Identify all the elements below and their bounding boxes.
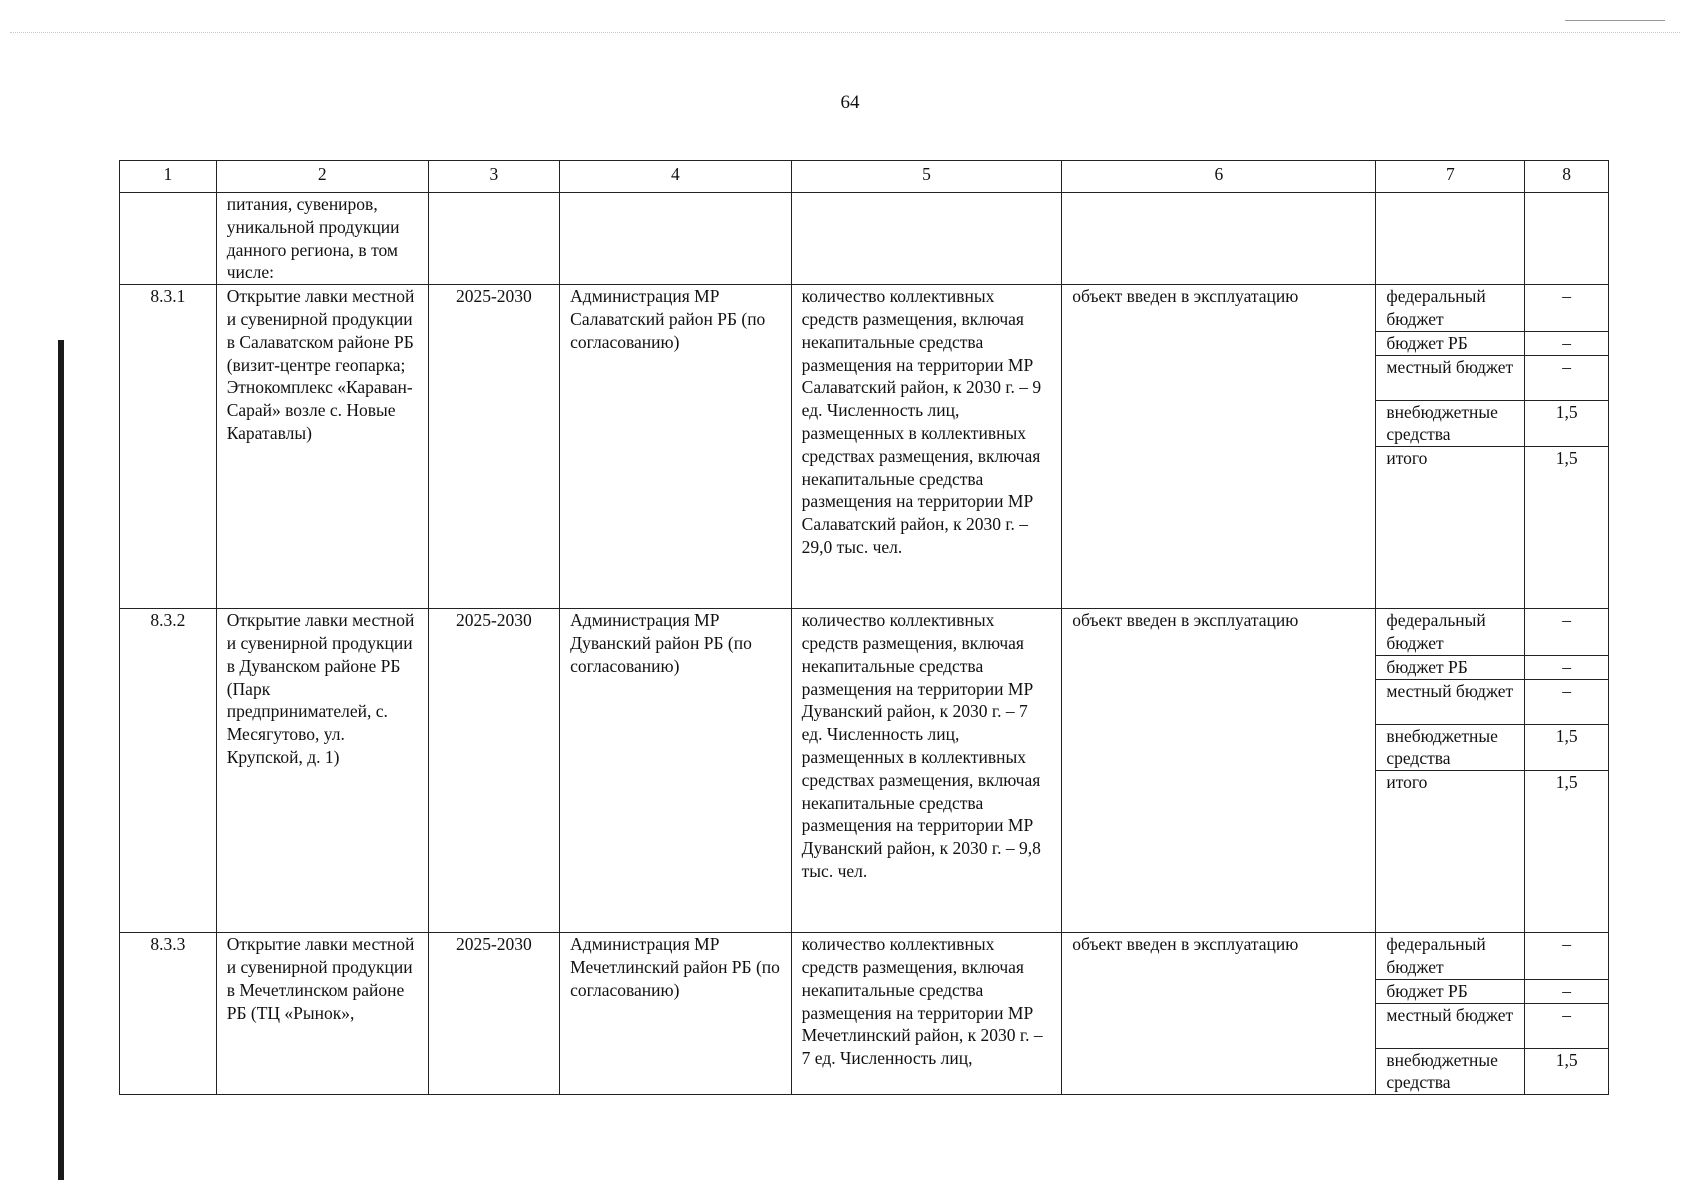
header-cell-5: 5	[791, 161, 1062, 193]
scan-artifact-dash	[1565, 20, 1665, 21]
scan-artifact-line	[10, 32, 1680, 33]
budget-source: федеральный бюджет	[1376, 933, 1525, 980]
measure-number: 8.3.1	[120, 285, 217, 609]
table-row	[120, 285, 1609, 332]
budget-value: –	[1525, 979, 1609, 1003]
measure-period: 2025-2030	[428, 609, 560, 933]
budget-source: федеральный бюджет	[1376, 609, 1525, 656]
budget-source: внебюджетные средства	[1376, 724, 1525, 771]
budget-value: –	[1525, 331, 1609, 355]
budget-value: 1,5	[1525, 771, 1609, 933]
budget-value: –	[1525, 933, 1609, 980]
budget-source: внебюджетные средства	[1376, 400, 1525, 447]
empty-cell	[1525, 193, 1609, 285]
table-row	[120, 609, 1609, 656]
measure-period: 2025-2030	[428, 933, 560, 1095]
table-row	[120, 933, 1609, 980]
budget-value: 1,5	[1525, 400, 1609, 447]
budget-value: 1,5	[1525, 724, 1609, 771]
measure-result: объект введен в эксплуатацию	[1062, 285, 1376, 609]
header-cell-6: 6	[1062, 161, 1376, 193]
budget-source: бюджет РБ	[1376, 655, 1525, 679]
measure-indicator: количество коллективных средств размещения, включая некапитальные средства размещения на территории МР Мечетлинский район, к 2030 г. – 7 ед. Численность лиц,	[791, 933, 1062, 1095]
budget-source: бюджет РБ	[1376, 979, 1525, 1003]
empty-cell	[560, 193, 792, 285]
measure-executor: Администрация МР Салаватский район РБ (по согласованию)	[560, 285, 792, 609]
budget-source: федеральный бюджет	[1376, 285, 1525, 332]
header-row	[120, 161, 1609, 193]
header-cell-3: 3	[428, 161, 560, 193]
budget-value: 1,5	[1525, 1048, 1609, 1095]
budget-source: местный бюджет	[1376, 1003, 1525, 1048]
budget-source: местный бюджет	[1376, 355, 1525, 400]
header-cell-4: 4	[560, 161, 792, 193]
header-cell-2: 2	[216, 161, 428, 193]
scan-artifact-bar	[58, 340, 64, 1180]
header-cell-7: 7	[1376, 161, 1525, 193]
budget-value: –	[1525, 655, 1609, 679]
budget-source: итого	[1376, 771, 1525, 933]
header-cell-1: 1	[120, 161, 217, 193]
measure-name: питания, сувениров, уникальной продукции данного региона, в том числе:	[216, 193, 428, 285]
measure-period: 2025-2030	[428, 285, 560, 609]
measure-result: объект введен в эксплуатацию	[1062, 609, 1376, 933]
budget-value: –	[1525, 609, 1609, 656]
empty-cell	[428, 193, 560, 285]
measure-executor: Администрация МР Дуванский район РБ (по согласованию)	[560, 609, 792, 933]
budget-value: 1,5	[1525, 447, 1609, 609]
measure-number: 8.3.2	[120, 609, 217, 933]
empty-cell	[791, 193, 1062, 285]
measure-indicator: количество коллективных средств размещения, включая некапитальные средства размещения на территории МР Дуванский район, к 2030 г. – 7 ед. Численность лиц, размещенных в коллективных средствах размещения, включая некапитальные средства размещения на территории МР Дуванский район, к 2030 г. – 9,8 тыс. чел.	[791, 609, 1062, 933]
measure-indicator: количество коллективных средств размещения, включая некапитальные средства размещения на территории МР Салаватский район, к 2030 г. – 9 ед. Численность лиц, размещенных в коллективных средствах размещения, включая некапитальные средства размещения на территории МР Салаватский район, к 2030 г. – 29,0 тыс. чел.	[791, 285, 1062, 609]
measure-name: Открытие лавки местной и сувенирной продукции в Мечетлинском районе РБ (ТЦ «Рынок»,	[216, 933, 428, 1095]
header-cell-8: 8	[1525, 161, 1609, 193]
page-number: 64	[840, 92, 860, 113]
measure-executor: Администрация МР Мечетлинский район РБ (по согласованию)	[560, 933, 792, 1095]
budget-source: итого	[1376, 447, 1525, 609]
measure-number: 8.3.3	[120, 933, 217, 1095]
budget-value: –	[1525, 285, 1609, 332]
budget-value: –	[1525, 1003, 1609, 1048]
budget-source: внебюджетные средства	[1376, 1048, 1525, 1095]
measure-name: Открытие лавки местной и сувенирной продукции в Салаватском районе РБ (визит-центре геопарка; Этнокомплекс «Караван-Сарай» возле с. Новые Каратавлы)	[216, 285, 428, 609]
continuation-row	[120, 193, 1609, 285]
budget-source: бюджет РБ	[1376, 331, 1525, 355]
budget-value: –	[1525, 355, 1609, 400]
measures-table	[119, 160, 1609, 1095]
measure-result: объект введен в эксплуатацию	[1062, 933, 1376, 1095]
empty-cell	[1062, 193, 1376, 285]
empty-cell	[120, 193, 217, 285]
budget-value: –	[1525, 679, 1609, 724]
budget-source: местный бюджет	[1376, 679, 1525, 724]
empty-cell	[1376, 193, 1525, 285]
measure-name: Открытие лавки местной и сувенирной продукции в Дуванском районе РБ (Парк предпринимателей, с. Месягутово, ул. Крупской, д. 1)	[216, 609, 428, 933]
